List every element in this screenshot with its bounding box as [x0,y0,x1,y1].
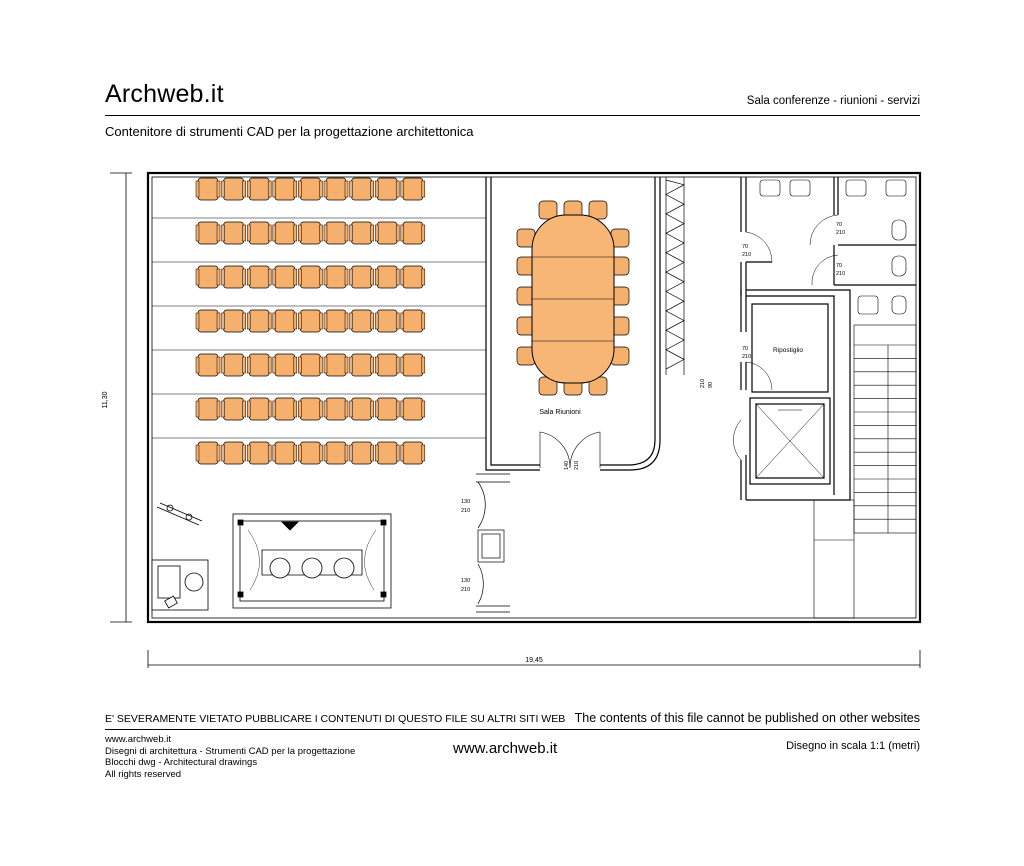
conference-chair [375,442,399,464]
meeting-room-label: Sala Riunioni [539,409,581,416]
entrance-top-door-width: 130 [461,499,471,505]
conference-chair [401,398,425,420]
conference-chair [196,398,220,420]
entrance-bottom-door-height: 210 [461,587,471,593]
conference-chair [247,442,271,464]
corridor-door-width: 210 [700,378,706,388]
conference-chair [375,178,399,200]
conference-chair [298,310,322,332]
footer-rule [105,729,920,730]
conference-chair [298,398,322,420]
conference-chair [222,266,246,288]
conference-chair [298,178,322,200]
conference-chair [401,354,425,376]
width-dimension-label: 19,45 [525,657,543,664]
conference-chair [298,266,322,288]
conference-chair [222,178,246,200]
entrance-bottom-door-width: 130 [461,578,471,584]
conference-chair [350,266,374,288]
conference-chair [324,354,348,376]
staircase [814,325,916,618]
conference-chair [401,310,425,332]
conference-chair [196,310,220,332]
conference-chair [222,354,246,376]
footer-url: www.archweb.it [453,740,558,757]
conference-chair [324,178,348,200]
conference-chair [273,266,297,288]
conference-chair [196,354,220,376]
corridor-door-height: 90 [708,381,714,388]
wc-c-door-width: 70 [836,263,843,269]
conference-chair [375,310,399,332]
conference-chair [273,178,297,200]
conference-chair [247,398,271,420]
height-dimension [110,173,132,622]
conference-chair [401,222,425,244]
conference-chair [324,222,348,244]
conference-chair [298,442,322,464]
storage-door-height: 210 [742,354,752,360]
warning-english: The contents of this file cannot be published on other websites [574,711,920,725]
meeting-chair [589,201,607,219]
height-dimension-label: 11,30 [102,391,109,409]
conference-chair [196,222,220,244]
meeting-chair [539,201,557,219]
conference-chair [324,442,348,464]
conference-chair [350,178,374,200]
conference-chair [196,266,220,288]
speaker-desk-lamp [157,503,202,525]
conference-chair [375,266,399,288]
meeting-room-door [540,432,600,468]
conference-chair [350,398,374,420]
storage-door-width: 70 [742,346,749,352]
conference-chair [401,178,425,200]
conference-chairs [196,178,425,464]
conference-chair [247,266,271,288]
conference-chair [350,310,374,332]
wc-a-door-width: 70 [742,244,749,250]
conference-chair [196,178,220,200]
conference-chair [401,266,425,288]
elevator-car [756,404,824,478]
conference-chair [273,398,297,420]
reception-desk [152,560,208,610]
conference-chair [350,354,374,376]
footer-line: Blocchi dwg - Architectural drawings [105,757,258,768]
conference-chair [273,442,297,464]
subtitle: Contenitore di strumenti CAD per la progettazione architettonica [105,124,474,139]
warning-italian: E' SEVERAMENTE VIETATO PUBBLICARE I CONTENUTI DI QUESTO FILE SU ALTRI SITI WEB [105,713,566,725]
conference-chair [247,178,271,200]
conference-chair [273,354,297,376]
stage-platform [233,514,391,608]
wc-fixtures [760,180,906,314]
conference-chair [247,310,271,332]
conference-chair [298,354,322,376]
footer-line: Disegni di architettura - Strumenti CAD per la progettazione [105,745,356,757]
conference-chair [350,222,374,244]
conference-chair [273,222,297,244]
wc-a-door-height: 210 [742,252,752,258]
conference-chair [324,398,348,420]
conference-chair [350,442,374,464]
entrance-doors [476,474,510,612]
conference-chair [273,310,297,332]
footer-scale: Disegno in scala 1:1 (metri) [786,740,920,752]
footer-credits [105,734,355,780]
wc-b-door-width: 70 [836,222,843,228]
conference-chair [375,222,399,244]
conference-chair [298,222,322,244]
footer-line: All rights reserved [105,768,182,780]
conference-chair [324,266,348,288]
meeting-door-width: 140 [564,460,570,470]
entrance-top-door-height: 210 [461,508,471,514]
conference-chair [222,310,246,332]
wc-b-door-height: 210 [836,230,846,236]
brand-logo-text: Archweb.it [105,80,224,108]
coat-rack [666,177,684,375]
sheet-title: Sala conferenze - riunioni - servizi [746,95,920,107]
conference-chair [196,442,220,464]
footer-line: www.archweb.it [105,734,171,745]
conference-chair [324,310,348,332]
conference-chair [247,354,271,376]
conference-chair [222,442,246,464]
conference-chair [247,222,271,244]
wc-c-door-height: 210 [836,271,846,277]
conference-chair [375,398,399,420]
service-walls [741,177,916,500]
conference-chair [222,398,246,420]
storage-label: Ripostiglio [773,347,803,354]
conference-chair [401,442,425,464]
meeting-door-height: 210 [574,460,580,470]
conference-chair [222,222,246,244]
conference-chair [375,354,399,376]
